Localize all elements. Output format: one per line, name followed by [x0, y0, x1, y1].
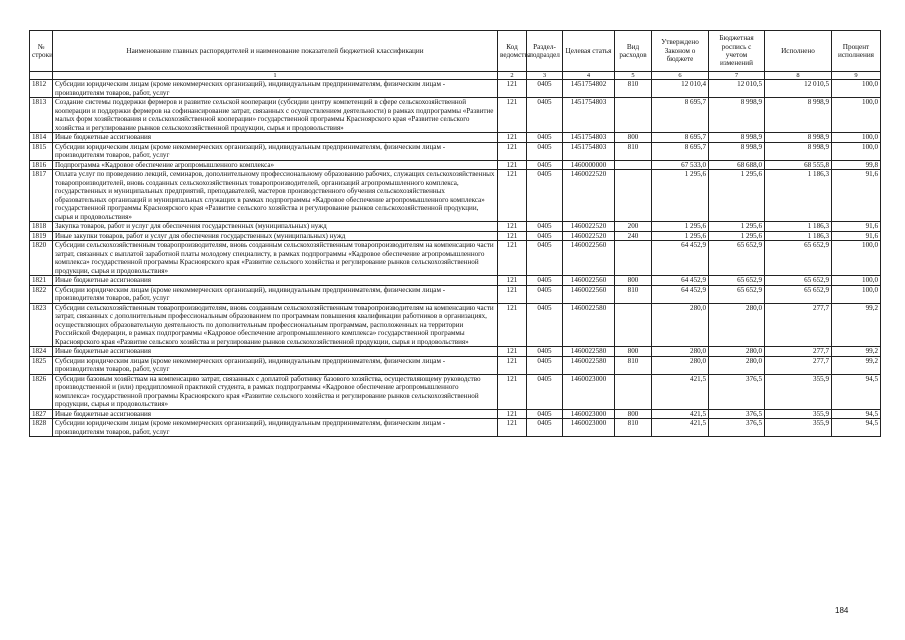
row-executed-amount: 1 186,3	[765, 231, 832, 241]
page-number: 184	[835, 606, 849, 615]
row-section: 0405	[527, 222, 563, 232]
row-approved-amount: 421,5	[652, 419, 709, 437]
row-percent: 100,0	[832, 98, 881, 133]
row-department-code: 121	[498, 170, 527, 222]
row-section: 0405	[527, 419, 563, 437]
row-expense-kind	[615, 241, 652, 276]
table-row	[30, 142, 881, 160]
header-kind: Вид расходов	[615, 31, 652, 72]
row-approved-amount: 64 452,9	[652, 241, 709, 276]
row-percent: 100,0	[832, 142, 881, 160]
row-approved-amount: 280,0	[652, 356, 709, 374]
table-row	[30, 241, 881, 276]
row-department-code: 121	[498, 285, 527, 303]
table-row	[30, 98, 881, 133]
row-department-code: 121	[498, 419, 527, 437]
row-department-code: 121	[498, 409, 527, 419]
row-description: Субсидии сельскохозяйственным товаропроизводителям, вновь созданным сельскохозяйственным товаропроизводителям на компенсацию части затрат, связанных с дополнительным профессиональным образованием по программам повышения квалификации работников в организациях, осуществляющих образовательную деятельность по дополнительным профессиональным программам, расположенных на территории Российской Федерации, в рамках подпрограммы «Кадровое обеспечение агропромышленного комплекса» государственной программы Красноярского края «Развитие сельского хозяйства и регулирование рынков сельскохозяйственной продукции, сырья и продовольствия»	[53, 303, 498, 347]
row-approved-amount: 64 452,9	[652, 276, 709, 286]
row-expense-kind: 240	[615, 231, 652, 241]
row-schedule-amount: 8 998,9	[709, 133, 765, 143]
row-executed-amount: 277,7	[765, 347, 832, 357]
row-schedule-amount: 280,0	[709, 303, 765, 347]
row-approved-amount: 1 295,6	[652, 231, 709, 241]
row-percent: 91,6	[832, 231, 881, 241]
row-description: Иные бюджетные ассигнования	[53, 133, 498, 143]
row-section: 0405	[527, 285, 563, 303]
row-executed-amount: 65 652,9	[765, 285, 832, 303]
row-description: Оплата услуг по проведению лекций, семинаров, дополнительному профессиональному образованию рабочих, служащих сельскохозяйственных товаропроизводителей, вновь созданных сельскохозяйственных товаропроизводителей, организаций агропромышленного комплекса, государственных и муниципальных предприятий, преподавателей, мастеров производственного обучения сельскохозяйственных образовательных организаций и муниципальных служащих в рамках подпрограммы «Кадровое обеспечение агропромышленного комплекса» государственной программы Красноярского края «Развитие сельского хозяйства и регулирование рынков сельскохозяйственной продукции, сырья и продовольствия»	[53, 170, 498, 222]
row-description: Субсидии юридическим лицам (кроме некоммерческих организаций), индивидуальным предпринимателям, физическим лицам - производителям товаров, работ, услуг	[53, 80, 498, 98]
table-row	[30, 409, 881, 419]
row-description: Субсидии юридическим лицам (кроме некоммерческих организаций), индивидуальным предпринимателям, физическим лицам - производителям товаров, работ, услуг	[53, 285, 498, 303]
row-number: 1823	[30, 303, 53, 347]
row-percent: 99,2	[832, 303, 881, 347]
column-number: 8	[765, 72, 832, 80]
row-number: 1827	[30, 409, 53, 419]
table-body	[30, 80, 881, 437]
budget-table	[29, 30, 881, 437]
row-percent: 91,6	[832, 222, 881, 232]
row-percent: 94,5	[832, 419, 881, 437]
row-target-article: 1460000000	[563, 160, 615, 170]
row-number: 1822	[30, 285, 53, 303]
row-schedule-amount: 65 652,9	[709, 276, 765, 286]
row-number: 1816	[30, 160, 53, 170]
header-percent: Процент исполнения	[832, 31, 881, 72]
row-schedule-amount: 376,5	[709, 409, 765, 419]
row-executed-amount: 8 998,9	[765, 133, 832, 143]
table-row	[30, 356, 881, 374]
row-executed-amount: 355,9	[765, 374, 832, 409]
row-expense-kind	[615, 160, 652, 170]
row-number: 1812	[30, 80, 53, 98]
row-executed-amount: 8 998,9	[765, 98, 832, 133]
row-section: 0405	[527, 170, 563, 222]
row-expense-kind: 800	[615, 409, 652, 419]
row-schedule-amount: 1 295,6	[709, 231, 765, 241]
row-section: 0405	[527, 133, 563, 143]
row-number: 1820	[30, 241, 53, 276]
row-department-code: 121	[498, 160, 527, 170]
row-description: Субсидии сельскохозяйственным товаропроизводителям, вновь созданным сельскохозяйственным товаропроизводителям на компенсацию части затрат, связанных с выплатой заработной платы молодому специалисту, в рамках подпрограммы «Кадровое обеспечение агропромышленного комплекса» государственной программы Красноярского края «Развитие сельского хозяйства и регулирование рынков сельскохозяйственной продукции, сырья и продовольствия»	[53, 241, 498, 276]
row-department-code: 121	[498, 374, 527, 409]
row-target-article: 1460022560	[563, 276, 615, 286]
row-department-code: 121	[498, 133, 527, 143]
row-number: 1826	[30, 374, 53, 409]
row-number: 1824	[30, 347, 53, 357]
row-percent: 100,0	[832, 133, 881, 143]
row-description: Субсидии юридическим лицам (кроме некоммерческих организаций), индивидуальным предпринимателям, физическим лицам - производителям товаров, работ, услуг	[53, 356, 498, 374]
row-section: 0405	[527, 160, 563, 170]
row-number: 1814	[30, 133, 53, 143]
row-number: 1825	[30, 356, 53, 374]
header-article: Целевая статья	[563, 31, 615, 72]
row-schedule-amount: 280,0	[709, 347, 765, 357]
row-expense-kind: 800	[615, 347, 652, 357]
row-section: 0405	[527, 142, 563, 160]
row-target-article: 1460022560	[563, 285, 615, 303]
row-expense-kind: 810	[615, 419, 652, 437]
row-number: 1819	[30, 231, 53, 241]
table-row	[30, 170, 881, 222]
row-department-code: 121	[498, 303, 527, 347]
row-description: Субсидии юридическим лицам (кроме некоммерческих организаций), индивидуальным предпринимателям, физическим лицам - производителям товаров, работ, услуг	[53, 419, 498, 437]
table-row	[30, 133, 881, 143]
row-section: 0405	[527, 409, 563, 419]
row-expense-kind: 810	[615, 142, 652, 160]
row-description: Субсидии юридическим лицам (кроме некоммерческих организаций), индивидуальным предпринимателям, физическим лицам - производителям товаров, работ, услуг	[53, 142, 498, 160]
row-percent: 99,2	[832, 356, 881, 374]
row-executed-amount: 1 186,3	[765, 170, 832, 222]
row-approved-amount: 280,0	[652, 347, 709, 357]
row-number: 1821	[30, 276, 53, 286]
row-target-article: 1460022560	[563, 241, 615, 276]
row-expense-kind: 800	[615, 276, 652, 286]
row-expense-kind: 810	[615, 356, 652, 374]
row-department-code: 121	[498, 222, 527, 232]
row-target-article: 1460023000	[563, 419, 615, 437]
row-target-article: 1460022580	[563, 347, 615, 357]
row-target-article: 1460022580	[563, 356, 615, 374]
row-department-code: 121	[498, 98, 527, 133]
row-approved-amount: 1 295,6	[652, 222, 709, 232]
column-number: 7	[709, 72, 765, 80]
column-number-row	[30, 72, 881, 80]
row-expense-kind	[615, 170, 652, 222]
row-approved-amount: 64 452,9	[652, 285, 709, 303]
row-executed-amount: 68 555,8	[765, 160, 832, 170]
row-approved-amount: 421,5	[652, 409, 709, 419]
row-department-code: 121	[498, 276, 527, 286]
row-description: Создание системы поддержки фермеров и развитие сельской кооперации (субсидии центру компетенций в сфере сельскохозяйственной кооперации и поддержки фермеров на софинансирование затрат, связанных с осуществлением деятельности) в рамках подпрограммы «Развитие малых форм хозяйствования и сельскохозяйственной кооперации» государственной программы Красноярского края «Развитие сельского хозяйства и регулирование рынков сельскохозяйственной продукции, сырья и продовольствия»	[53, 98, 498, 133]
column-number: 5	[615, 72, 652, 80]
row-approved-amount: 280,0	[652, 303, 709, 347]
row-description: Подпрограмма «Кадровое обеспечение агропромышленного комплекса»	[53, 160, 498, 170]
row-number: 1813	[30, 98, 53, 133]
row-department-code: 121	[498, 241, 527, 276]
row-approved-amount: 8 695,7	[652, 142, 709, 160]
column-number	[30, 72, 53, 80]
header-num: № строки	[30, 31, 53, 72]
header-code: Код ведомства	[498, 31, 527, 72]
row-expense-kind	[615, 374, 652, 409]
row-description: Закупка товаров, работ и услуг для обеспечения государственных (муниципальных) нужд	[53, 222, 498, 232]
table-row	[30, 374, 881, 409]
row-department-code: 121	[498, 231, 527, 241]
row-expense-kind: 810	[615, 285, 652, 303]
row-executed-amount: 355,9	[765, 419, 832, 437]
row-description: Иные закупки товаров, работ и услуг для обеспечения государственных (муниципальных) нужд	[53, 231, 498, 241]
row-percent: 100,0	[832, 285, 881, 303]
column-number: 6	[652, 72, 709, 80]
row-section: 0405	[527, 276, 563, 286]
row-expense-kind: 810	[615, 80, 652, 98]
row-executed-amount: 12 010,5	[765, 80, 832, 98]
column-number: 2	[498, 72, 527, 80]
row-target-article: 1460022520	[563, 222, 615, 232]
row-number: 1817	[30, 170, 53, 222]
row-schedule-amount: 65 652,9	[709, 241, 765, 276]
header-section: Раздел-подраздел	[527, 31, 563, 72]
row-percent: 100,0	[832, 241, 881, 276]
header-approved: Утверждено Законом о бюджете	[652, 31, 709, 72]
row-schedule-amount: 12 010,5	[709, 80, 765, 98]
table-row	[30, 231, 881, 241]
row-section: 0405	[527, 356, 563, 374]
row-section: 0405	[527, 347, 563, 357]
row-schedule-amount: 1 295,6	[709, 170, 765, 222]
row-percent: 100,0	[832, 80, 881, 98]
row-department-code: 121	[498, 347, 527, 357]
row-percent: 94,5	[832, 374, 881, 409]
row-section: 0405	[527, 241, 563, 276]
table-row	[30, 160, 881, 170]
row-schedule-amount: 376,5	[709, 374, 765, 409]
row-section: 0405	[527, 303, 563, 347]
row-schedule-amount: 8 998,9	[709, 98, 765, 133]
row-number: 1818	[30, 222, 53, 232]
row-department-code: 121	[498, 356, 527, 374]
row-schedule-amount: 1 295,6	[709, 222, 765, 232]
row-section: 0405	[527, 80, 563, 98]
row-target-article: 1460022580	[563, 303, 615, 347]
row-number: 1828	[30, 419, 53, 437]
row-schedule-amount: 280,0	[709, 356, 765, 374]
row-target-article: 1451754803	[563, 98, 615, 133]
row-approved-amount: 8 695,7	[652, 98, 709, 133]
row-description: Иные бюджетные ассигнования	[53, 276, 498, 286]
row-approved-amount: 12 010,4	[652, 80, 709, 98]
table-row	[30, 80, 881, 98]
table-row	[30, 285, 881, 303]
row-percent: 99,8	[832, 160, 881, 170]
row-schedule-amount: 65 652,9	[709, 285, 765, 303]
row-executed-amount: 65 652,9	[765, 241, 832, 276]
row-target-article: 1460022520	[563, 231, 615, 241]
row-percent: 99,2	[832, 347, 881, 357]
table-row	[30, 276, 881, 286]
row-target-article: 1451754802	[563, 80, 615, 98]
row-expense-kind	[615, 98, 652, 133]
table-row	[30, 222, 881, 232]
row-target-article: 1460023000	[563, 409, 615, 419]
row-executed-amount: 277,7	[765, 303, 832, 347]
row-expense-kind: 800	[615, 133, 652, 143]
row-description: Иные бюджетные ассигнования	[53, 409, 498, 419]
row-executed-amount: 65 652,9	[765, 276, 832, 286]
row-expense-kind: 200	[615, 222, 652, 232]
row-executed-amount: 277,7	[765, 356, 832, 374]
row-approved-amount: 8 695,7	[652, 133, 709, 143]
column-number: 4	[563, 72, 615, 80]
row-target-article: 1451754803	[563, 142, 615, 160]
row-section: 0405	[527, 231, 563, 241]
row-department-code: 121	[498, 80, 527, 98]
row-approved-amount: 67 533,0	[652, 160, 709, 170]
row-schedule-amount: 8 998,9	[709, 142, 765, 160]
row-approved-amount: 421,5	[652, 374, 709, 409]
row-approved-amount: 1 295,6	[652, 170, 709, 222]
column-number: 3	[527, 72, 563, 80]
table-row	[30, 419, 881, 437]
row-percent: 100,0	[832, 276, 881, 286]
row-target-article: 1460023000	[563, 374, 615, 409]
header-schedule: Бюджетная роспись с учетом изменений	[709, 31, 765, 72]
row-executed-amount: 355,9	[765, 409, 832, 419]
row-schedule-amount: 376,5	[709, 419, 765, 437]
row-description: Иные бюджетные ассигнования	[53, 347, 498, 357]
table-row	[30, 303, 881, 347]
header-executed: Исполнено	[765, 31, 832, 72]
row-executed-amount: 1 186,3	[765, 222, 832, 232]
column-number: 9	[832, 72, 881, 80]
row-percent: 94,5	[832, 409, 881, 419]
row-section: 0405	[527, 374, 563, 409]
row-percent: 91,6	[832, 170, 881, 222]
row-number: 1815	[30, 142, 53, 160]
row-department-code: 121	[498, 142, 527, 160]
row-section: 0405	[527, 98, 563, 133]
row-target-article: 1451754803	[563, 133, 615, 143]
row-description: Субсидии базовым хозяйствам на компенсацию затрат, связанных с доплатой работнику базового хозяйства, осуществляющему руководство производственной и (или) преддипломной практикой студента, в рамках подпрограммы «Кадровое обеспечение агропромышленного комплекса» государственной программы Красноярского края «Развитие сельского хозяйства и регулирование рынков сельскохозяйственной продукции, сырья и продовольствия»	[53, 374, 498, 409]
row-target-article: 1460022520	[563, 170, 615, 222]
header-name: Наименование главных распорядителей и наименование показателей бюджетной классификации	[53, 31, 498, 72]
row-schedule-amount: 68 688,0	[709, 160, 765, 170]
row-expense-kind	[615, 303, 652, 347]
table-row	[30, 347, 881, 357]
row-executed-amount: 8 998,9	[765, 142, 832, 160]
column-number: 1	[53, 72, 498, 80]
header-row	[30, 31, 881, 72]
